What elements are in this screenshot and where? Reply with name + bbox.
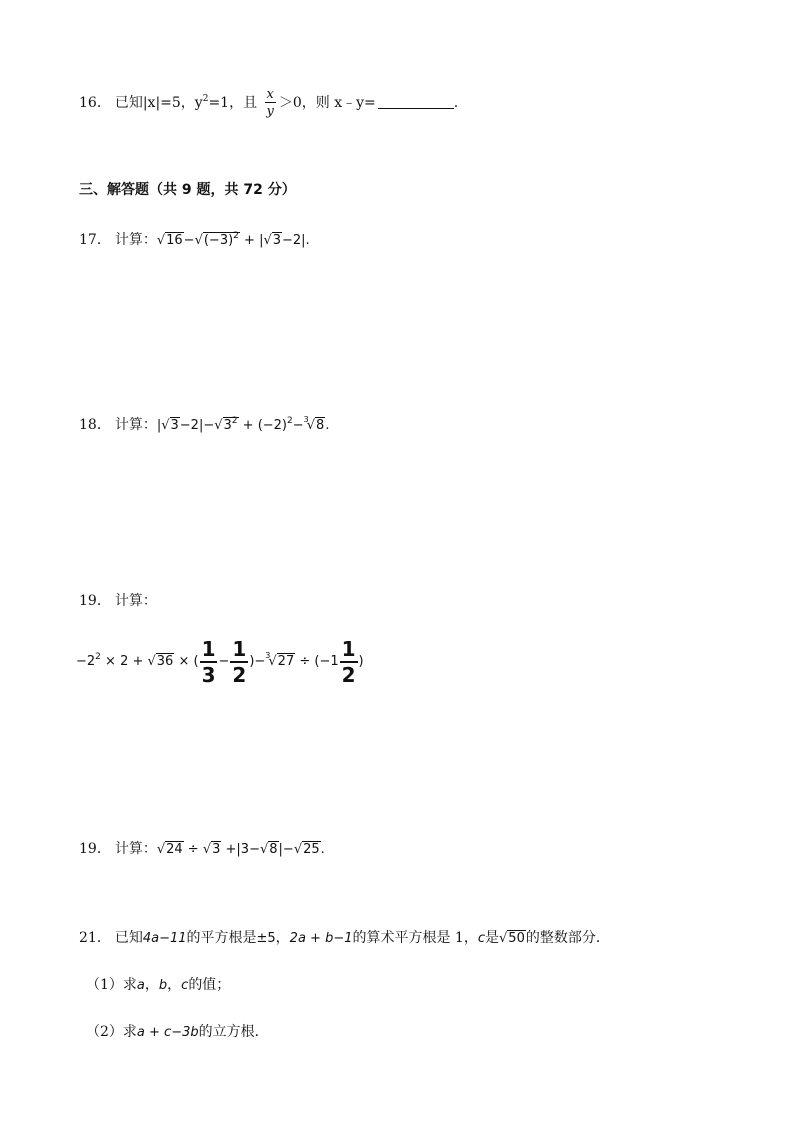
answer-blank[interactable] (378, 94, 454, 109)
question-number: 17． (79, 232, 111, 248)
math-part: . (325, 418, 330, 433)
fraction-one-half-mixed (340, 636, 358, 687)
radicand: 3 (170, 418, 179, 433)
exponent: 2 (287, 416, 293, 426)
math-part: + (−2) (238, 418, 287, 433)
q16-text-b: =1，且 (208, 95, 258, 111)
radicand: 25 (303, 842, 320, 857)
math-part: − (292, 418, 304, 433)
q21-text: 已知 (114, 930, 143, 946)
exponent: 2 (233, 231, 239, 241)
fraction-denominator: 2 (341, 662, 356, 687)
radicand: 3 (212, 842, 221, 857)
question-19-a (79, 591, 157, 611)
radicand: 36 (156, 654, 174, 669)
exponent: 2 (95, 652, 101, 662)
radicand (223, 417, 239, 433)
math-part: ) (358, 654, 364, 669)
q21-text: 的值； (188, 977, 231, 993)
math-part: |−√ (278, 842, 303, 857)
radicand-base: (−3) (203, 233, 234, 248)
q21-text: ， (144, 977, 159, 993)
question-label: 计算： (114, 232, 157, 248)
q19a-expression (76, 636, 364, 685)
q21-math: 2a + b−1 (289, 931, 353, 946)
fraction-one-half (230, 636, 248, 687)
radicand-base: 3 (223, 418, 232, 433)
radicand: 3 (272, 233, 282, 248)
question-number: 19． (79, 841, 111, 857)
fraction-numerator: 1 (201, 636, 216, 661)
q21-math: c (181, 978, 189, 993)
question-number: 18． (79, 417, 111, 433)
q21-subquestion-1 (86, 975, 230, 996)
radical-sign: √ (156, 842, 166, 857)
radicand: 24 (166, 842, 183, 857)
root-index: 3 (303, 415, 309, 424)
q21-text: 的整数部分． (525, 930, 610, 946)
question-21 (79, 928, 610, 949)
math-part: −√ (183, 233, 203, 248)
math-part: +|3−√ (221, 842, 269, 857)
q21-math: b (158, 978, 168, 993)
question-number: 21． (79, 930, 111, 946)
q21-text: 的算术平方根是 1， (352, 930, 478, 946)
math-part: ÷ (−1 (295, 654, 339, 669)
radicand: 16 (166, 233, 183, 248)
math-part: . (320, 842, 325, 857)
q21-math: 4a−11 (142, 931, 187, 946)
question-number: 16． (79, 95, 111, 111)
question-16 (79, 88, 458, 118)
question-number: 19． (79, 593, 111, 609)
q16-text-c: ＞0，则 x﹣y= (278, 95, 376, 111)
question-label: 计算： (114, 417, 157, 433)
q21-text: 是 (485, 930, 499, 946)
radical-sign: √ (499, 931, 508, 946)
question-label: 计算： (114, 841, 157, 857)
fraction-denominator: y (266, 104, 274, 119)
fraction-numerator: 1 (341, 636, 356, 661)
q21-math: ±5 (256, 931, 276, 946)
radical-sign: √ (268, 654, 277, 669)
exponent: 2 (231, 416, 238, 426)
radicand: 50 (508, 931, 525, 946)
q21-math: c (477, 931, 485, 946)
question-18 (79, 410, 329, 436)
q21-math: a (136, 978, 145, 993)
radical-sign: √ (156, 233, 166, 248)
math-part: − (218, 654, 230, 669)
radicand: 8 (269, 842, 278, 857)
radicand: 27 (277, 654, 295, 669)
math-part: × ( (174, 654, 199, 669)
section-heading: 三、解答题（共 9 题，共 72 分） (79, 182, 296, 198)
fraction-numerator: x (266, 87, 274, 102)
q21-text: 的平方根是 (186, 930, 257, 946)
q16-text-end: . (453, 95, 459, 111)
q17-expression (157, 232, 310, 248)
math-part: |√ (156, 418, 170, 433)
math-part: )− (249, 654, 266, 669)
subquestion-label: （2）求 (86, 1024, 137, 1040)
math-part: −2|−√ (179, 418, 223, 433)
question-label: 计算： (114, 593, 157, 609)
math-part: × 2 + √ (100, 654, 156, 669)
math-part: + |√ (239, 233, 272, 248)
q19b-expression (157, 841, 325, 857)
root-index: 3 (265, 651, 271, 660)
radicand (203, 232, 240, 248)
question-19-b (79, 839, 325, 860)
question-17 (79, 226, 310, 251)
q21-text: ， (167, 977, 182, 993)
q18-expression (156, 415, 330, 433)
subquestion-label: （1）求 (86, 977, 137, 993)
q21-text: 的立方根． (198, 1024, 269, 1040)
math-part: −2|. (282, 233, 310, 248)
radical-sign: √ (306, 418, 316, 433)
q21-subquestion-2 (86, 1022, 269, 1043)
fraction-numerator: 1 (232, 636, 247, 661)
fraction-denominator: 3 (201, 662, 216, 687)
q16-superscript: 2 (202, 94, 209, 104)
math-part: −2 (76, 654, 96, 669)
q21-text: ， (275, 930, 290, 946)
q16-fraction (265, 88, 276, 118)
math-part: ÷ √ (183, 842, 212, 857)
q16-text-a: 已知|x|=5，y (114, 95, 203, 111)
q21-math: a + c−3b (136, 1025, 199, 1040)
fraction-denominator: 2 (232, 662, 247, 687)
fraction-one-third (200, 636, 218, 687)
radicand: 8 (316, 418, 325, 433)
